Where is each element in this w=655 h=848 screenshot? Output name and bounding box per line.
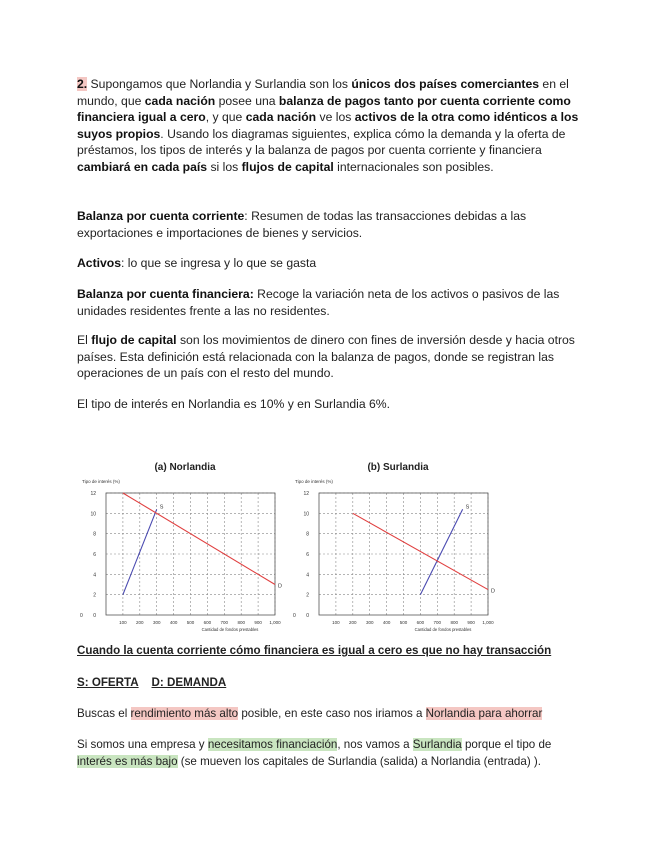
series-label-s: S bbox=[465, 504, 470, 511]
x-tick-label: 800 bbox=[450, 620, 458, 625]
series-label-d: D bbox=[491, 588, 495, 595]
x-tick-label: 200 bbox=[349, 620, 357, 625]
origin-label: 0 bbox=[80, 613, 83, 619]
chart-title: (a) Norlandia bbox=[154, 462, 216, 473]
chart-norlandia bbox=[80, 455, 290, 635]
y-tick-label: 8 bbox=[306, 531, 309, 538]
x-tick-label: 600 bbox=[203, 620, 212, 625]
y-tick-label: 2 bbox=[93, 592, 96, 599]
chart-surlandia bbox=[293, 455, 503, 635]
origin-label: 0 bbox=[293, 613, 296, 619]
x-tick-label: 200 bbox=[136, 620, 144, 625]
x-tick-label: 500 bbox=[186, 620, 195, 625]
y-tick-label: 10 bbox=[303, 511, 309, 518]
chart-title: (b) Surlandia bbox=[367, 462, 429, 473]
series-label-s: S bbox=[159, 504, 164, 511]
x-tick-label: 900 bbox=[254, 620, 262, 625]
x-tick-label: 300 bbox=[365, 620, 374, 625]
interest-rates-statement: El tipo de interés en Norlandia es 10% y en Surlandia 6%. bbox=[77, 397, 391, 411]
x-axis-label: Cantidad de fondos prestables bbox=[201, 627, 259, 632]
x-tick-label: 400 bbox=[382, 620, 391, 625]
paragraph-financing: Si somos una empresa y necesitamos financiación, nos vamos a Surlandia porque el tipo de interés es más bajo (se mueven los capitales de Surlandia (salida) a Norlandia (entrada) ). bbox=[77, 738, 552, 768]
y-axis-label: Tipo de interés (%) bbox=[82, 479, 120, 484]
y-tick-label: 6 bbox=[93, 552, 96, 558]
x-tick-label: 800 bbox=[237, 620, 245, 625]
x-tick-label: 100 bbox=[119, 620, 127, 625]
y-tick-label: 12 bbox=[90, 491, 96, 497]
y-tick-label: 2 bbox=[306, 592, 309, 599]
y-tick-label: 0 bbox=[306, 613, 309, 619]
y-tick-label: 10 bbox=[90, 511, 96, 518]
x-tick-label: 1,000 bbox=[269, 620, 281, 625]
x-axis-label: Cantidad de fondos prestables bbox=[414, 627, 472, 632]
y-axis-label: Tipo de interés (%) bbox=[295, 479, 333, 484]
y-tick-label: 4 bbox=[93, 572, 96, 579]
y-tick-label: 4 bbox=[306, 572, 309, 579]
y-tick-label: 6 bbox=[306, 552, 309, 558]
series-line-d bbox=[123, 493, 275, 585]
x-tick-label: 700 bbox=[433, 620, 442, 625]
legend-line bbox=[77, 675, 582, 692]
note-no-transaction: Cuando la cuenta corriente cómo financiera es igual a cero es que no hay transacción bbox=[77, 644, 552, 657]
definition-financial-account: Balanza por cuenta financiera: Recoge la variación neta de los activos o pasivos de las unidades residentes frente a las no residentes. bbox=[77, 287, 560, 318]
x-tick-label: 300 bbox=[152, 620, 161, 625]
y-tick-label: 8 bbox=[93, 531, 96, 538]
x-tick-label: 500 bbox=[399, 620, 408, 625]
definition-assets: Activos: lo que se ingresa y lo que se gasta bbox=[77, 256, 317, 270]
x-tick-label: 900 bbox=[467, 620, 475, 625]
series-label-d: D bbox=[278, 583, 282, 590]
x-tick-label: 400 bbox=[169, 620, 178, 625]
definition-current-account: Balanza por cuenta corriente: Resumen de todas las transacciones debidas a las exportaciones e importaciones de bienes y servicios. bbox=[77, 209, 527, 240]
legend-supply: S: OFERTA bbox=[77, 676, 139, 689]
question-paragraph: 2. Supongamos que Norlandia y Surlandia son los únicos dos países comerciantes en el mundo, que cada nación posee una balanza de pagos tanto por cuenta corriente como financiera igual a cero, y que cada nación ve los activos de la otra como idénticos a los suyos propios. Usando los diagramas siguientes, explica cómo la demanda y la oferta de préstamos, los tipos de interés y la balanza de pagos por cuenta corriente y financiera cambiará en cada país si los flujos de capital internacionales son posibles. bbox=[77, 77, 579, 174]
x-tick-label: 100 bbox=[332, 620, 340, 625]
x-tick-label: 1,000 bbox=[482, 620, 494, 625]
y-tick-label: 0 bbox=[93, 613, 96, 619]
y-tick-label: 12 bbox=[303, 491, 309, 497]
paragraph-savings: Buscas el rendimiento más alto posible, en este caso nos iriamos a Norlandia para ahorrar bbox=[77, 707, 543, 720]
question-number: 2. bbox=[77, 77, 88, 91]
series-line-s bbox=[420, 509, 462, 594]
x-tick-label: 600 bbox=[416, 620, 425, 625]
x-tick-label: 700 bbox=[220, 620, 229, 625]
legend-demand: D: DEMANDA bbox=[151, 676, 227, 689]
definition-capital-flow: El flujo de capital son los movimientos de dinero con fines de inversión desde y hacia otros países. Esta definición está relacionada con la balanza de pagos, donde se registran las operaciones de un país con el resto del mundo. bbox=[77, 333, 575, 381]
